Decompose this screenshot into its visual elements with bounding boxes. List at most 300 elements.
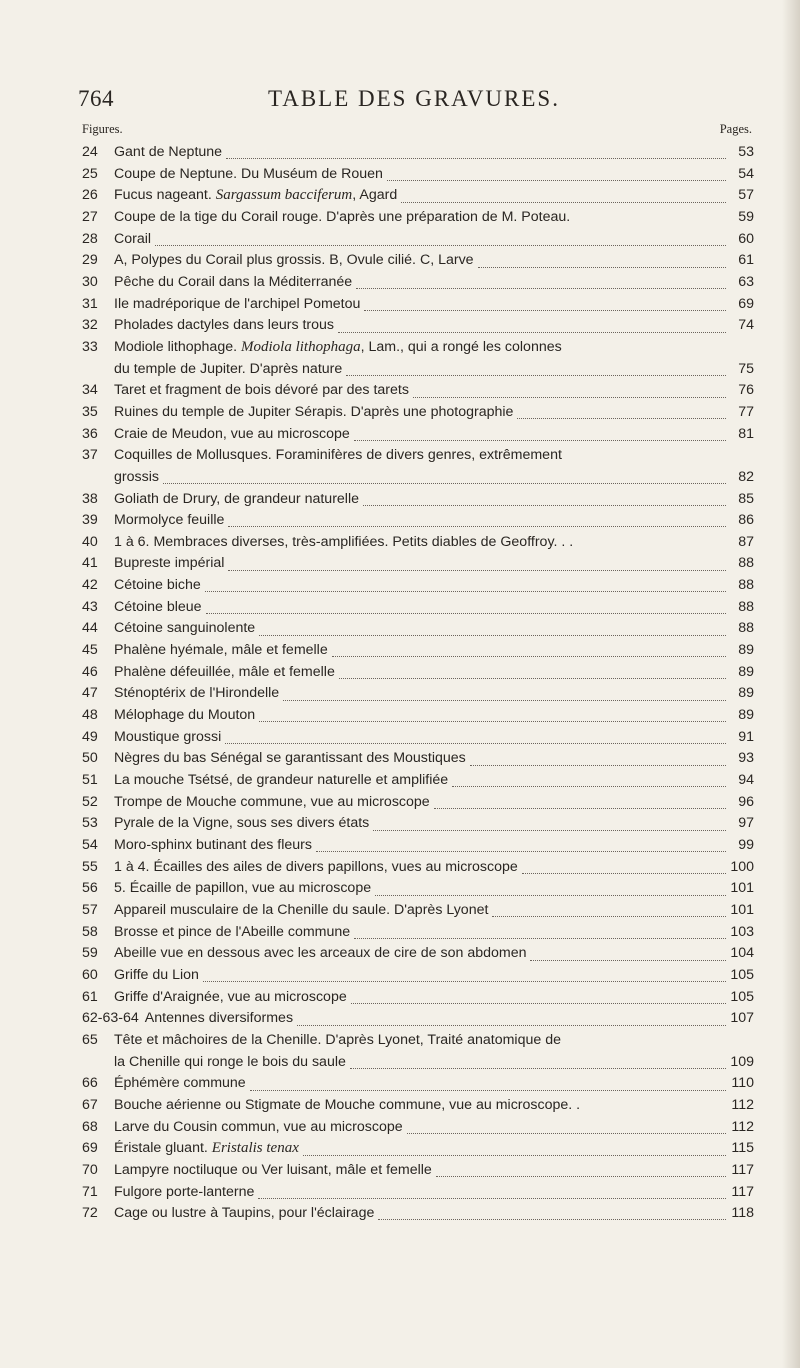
entry-line-continued xyxy=(82,467,754,489)
figure-number: 38 xyxy=(82,490,98,507)
figure-title xyxy=(114,445,754,467)
page-reference: 57 xyxy=(738,187,754,204)
figure-entry xyxy=(82,185,754,207)
dot-leader xyxy=(258,1198,726,1199)
dot-leader xyxy=(530,960,726,961)
figure-number: 24 xyxy=(82,144,98,160)
figure-number: 35 xyxy=(82,403,98,420)
page-reference: 96 xyxy=(738,793,754,810)
figure-title-part: Nègres du bas Sénégal se garantissant des Moustiques xyxy=(114,750,466,767)
figure-entry xyxy=(82,683,754,705)
figure-number: 44 xyxy=(82,620,98,637)
figure-entry xyxy=(82,748,754,770)
dot-leader xyxy=(351,1003,726,1004)
figure-title-part: Coupe de la tige du Corail rouge. D'après une préparation de M. Poteau. xyxy=(114,208,571,225)
page-reference: 74 xyxy=(738,317,754,334)
dot-leader xyxy=(259,721,726,722)
figure-entry xyxy=(82,315,754,337)
figure-entry xyxy=(82,922,754,944)
figure-title xyxy=(114,337,754,359)
figure-number: 62-63-64 xyxy=(82,1010,139,1027)
page-reference: 85 xyxy=(738,490,754,507)
figure-title-part: Sténoptérix de l'Hirondelle xyxy=(114,685,280,702)
figure-title-part: Phalène défeuillée, mâle et femelle xyxy=(114,663,335,680)
page-reference: 112 xyxy=(731,1096,754,1113)
figure-entry xyxy=(82,489,754,511)
figure-title xyxy=(114,1095,580,1117)
figure-entry xyxy=(82,424,754,446)
dot-leader xyxy=(250,1090,726,1091)
figure-number: 54 xyxy=(82,837,98,853)
figure-title-part: Mélophage du Mouton xyxy=(114,707,256,724)
dot-leader xyxy=(259,635,726,636)
figure-entry xyxy=(82,1030,754,1073)
figure-title xyxy=(114,770,448,792)
page-reference: 89 xyxy=(738,707,754,724)
entry-line xyxy=(82,337,754,359)
dot-leader xyxy=(375,895,726,896)
dot-leader xyxy=(339,678,726,679)
figure-number: 67 xyxy=(82,1096,98,1113)
column-headers xyxy=(82,122,752,140)
figure-title-part: Pholades dactyles dans leurs trous xyxy=(114,317,335,334)
dot-leader xyxy=(316,851,726,852)
figure-number: 48 xyxy=(82,707,98,724)
figure-title xyxy=(114,835,312,857)
figure-number: 55 xyxy=(82,858,98,875)
page-reference: 69 xyxy=(738,295,754,312)
figure-title-part: Mormolyce feuille xyxy=(114,512,225,529)
figure-title xyxy=(114,510,224,532)
figure-title xyxy=(114,618,255,640)
figure-title-part: Moro-sphinx butinant des fleurs xyxy=(114,837,312,853)
figure-number: 29 xyxy=(82,252,98,269)
figure-number: 47 xyxy=(82,685,98,702)
figure-title-part: Cétoine bleue xyxy=(114,598,202,615)
figure-number: 45 xyxy=(82,642,98,659)
figure-number: 52 xyxy=(82,793,98,810)
dot-leader xyxy=(434,808,726,809)
dot-leader xyxy=(413,397,726,398)
figure-entry xyxy=(82,142,754,164)
figure-title-part: Cage ou lustre à Taupins, pour l'éclairage xyxy=(114,1205,375,1222)
figure-entry xyxy=(82,640,754,662)
figure-title xyxy=(145,1008,293,1030)
figure-title-part: Gant de Neptune xyxy=(114,144,223,160)
figure-title xyxy=(114,402,513,424)
figure-title xyxy=(114,380,409,402)
page-reference: 118 xyxy=(731,1205,754,1222)
figure-list xyxy=(82,142,754,1225)
figure-entry xyxy=(82,380,754,402)
dot-leader xyxy=(401,202,726,203)
figure-entry xyxy=(82,878,754,900)
figure-entry xyxy=(82,618,754,640)
figure-number: 69 xyxy=(82,1140,98,1157)
figure-title xyxy=(114,727,221,749)
figure-title-part: Ruines du temple de Jupiter Sérapis. D'après une photographie xyxy=(114,403,514,420)
dot-leader xyxy=(436,1176,726,1177)
figure-number: 70 xyxy=(82,1161,98,1178)
page-reference: 109 xyxy=(730,1053,754,1070)
figure-title-part: , Agard xyxy=(352,187,398,204)
figure-entry xyxy=(82,857,754,879)
figure-entry xyxy=(82,900,754,922)
figure-number: 53 xyxy=(82,815,98,832)
figure-entry xyxy=(82,597,754,619)
figure-number: 27 xyxy=(82,208,98,225)
page-reference: 63 xyxy=(738,273,754,290)
dot-leader xyxy=(470,765,726,766)
figure-title xyxy=(114,943,526,965)
figure-entry xyxy=(82,727,754,749)
figure-number: 39 xyxy=(82,512,98,529)
dot-leader xyxy=(522,873,726,874)
figure-title-part: Pyrale de la Vigne, sous ses divers états xyxy=(114,815,370,832)
figure-title xyxy=(114,1117,403,1139)
page-reference: 117 xyxy=(731,1161,754,1178)
dot-leader xyxy=(378,1219,726,1220)
page-reference: 82 xyxy=(738,468,754,485)
figure-entry xyxy=(82,510,754,532)
page-reference: 115 xyxy=(731,1140,754,1157)
dot-leader xyxy=(354,440,726,441)
figure-title xyxy=(114,597,202,619)
page-reference: 112 xyxy=(731,1118,754,1135)
figure-title xyxy=(114,250,474,272)
dot-leader xyxy=(346,375,726,376)
figure-entry xyxy=(82,705,754,727)
figure-title xyxy=(114,315,334,337)
figure-entry xyxy=(82,770,754,792)
page-reference: 97 xyxy=(738,815,754,832)
page-reference: 61 xyxy=(738,252,754,269)
figure-entry xyxy=(82,835,754,857)
figure-entry xyxy=(82,1182,754,1204)
dot-leader xyxy=(364,310,726,311)
figure-title xyxy=(114,424,350,446)
page-reference: 107 xyxy=(730,1010,754,1027)
figure-number: 31 xyxy=(82,295,98,312)
figure-number: 56 xyxy=(82,880,98,897)
figure-title xyxy=(114,662,335,684)
figure-entry xyxy=(82,294,754,316)
figure-entry xyxy=(82,1073,754,1095)
page-reference: 117 xyxy=(731,1183,754,1200)
page-reference: 91 xyxy=(738,728,754,745)
figure-title-part: Trompe de Mouche commune, vue au microscope xyxy=(114,793,430,810)
page-edge-shadow xyxy=(782,0,800,1368)
figure-number: 36 xyxy=(82,425,98,442)
figure-title xyxy=(114,294,360,316)
figure-number: 71 xyxy=(82,1183,98,1200)
dot-leader xyxy=(350,1068,726,1069)
dot-leader xyxy=(283,700,726,701)
figure-title xyxy=(114,1203,374,1225)
page-reference: 53 xyxy=(738,144,754,160)
page-reference: 101 xyxy=(730,901,754,918)
figure-title-part: Cétoine biche xyxy=(114,577,201,594)
dot-leader xyxy=(155,245,726,246)
figure-title-part: Coupe de Neptune. Du Muséum de Rouen xyxy=(114,165,383,182)
page-number: 764 xyxy=(78,86,114,111)
figure-title-part: Fulgore porte-lanterne xyxy=(114,1183,255,1200)
figure-title-part: Antennes diversiformes xyxy=(144,1010,294,1027)
figure-title-part: Abeille vue en dessous avec les arceaux de cire de son abdomen xyxy=(114,945,527,962)
dot-leader xyxy=(387,180,726,181)
figure-number: 40 xyxy=(82,533,98,550)
figure-entry xyxy=(82,1160,754,1182)
dot-leader xyxy=(163,483,726,484)
dot-leader xyxy=(517,418,726,419)
dot-leader xyxy=(363,505,726,506)
figure-title xyxy=(114,1138,299,1160)
page-reference: 101 xyxy=(730,880,754,897)
figure-title xyxy=(114,575,201,597)
figure-number: 28 xyxy=(82,230,98,247)
figure-number: 61 xyxy=(82,988,98,1005)
figure-title-part: 5. Écaille de papillon, vue au microscope xyxy=(114,880,372,897)
page-reference: 100 xyxy=(730,858,754,875)
figure-title-part: , Lam., qui a rongé les colonnes xyxy=(360,338,562,355)
figure-title-part: Éphémère commune xyxy=(114,1075,246,1092)
figure-title xyxy=(114,272,352,294)
dot-leader xyxy=(303,1155,726,1156)
page-reference: 89 xyxy=(738,642,754,659)
figure-title xyxy=(114,1073,246,1095)
column-header-figures: Figures. xyxy=(82,122,123,136)
page-reference: 103 xyxy=(730,923,754,940)
page-reference: 87 xyxy=(738,533,754,550)
figure-number: 32 xyxy=(82,317,98,334)
figure-number: 41 xyxy=(82,555,98,572)
figure-title-part: Modiole lithophage. xyxy=(114,338,241,355)
dot-leader xyxy=(225,743,726,744)
figure-title xyxy=(114,792,430,814)
figure-number: 42 xyxy=(82,577,98,594)
figure-title-part: Cétoine sanguinolente xyxy=(114,620,256,637)
entry-line-continued xyxy=(82,1052,754,1074)
figure-entry xyxy=(82,445,754,488)
figure-entry xyxy=(82,987,754,1009)
page-reference: 88 xyxy=(738,620,754,637)
figure-title-italic: Modiola lithophaga xyxy=(241,338,361,355)
figure-title-part: 1 à 6. Membraces diverses, très-amplifiées. Petits diables de Geoffroy. . . xyxy=(114,533,574,550)
figure-title xyxy=(114,705,255,727)
page-reference: 59 xyxy=(738,208,754,225)
dot-leader xyxy=(203,981,726,982)
entry-line xyxy=(82,445,754,467)
column-header-pages: Pages. xyxy=(719,122,752,136)
figure-entry xyxy=(82,272,754,294)
figure-title-part: 1 à 4. Écailles des ailes de divers papillons, vues au microscope xyxy=(114,858,518,875)
figure-title xyxy=(114,900,488,922)
figure-number: 43 xyxy=(82,598,98,615)
figure-title xyxy=(114,553,224,575)
figure-title-part: Corail xyxy=(114,230,152,247)
figure-title-continued: grossis xyxy=(114,468,159,485)
figure-title xyxy=(114,532,573,554)
figure-title xyxy=(114,683,279,705)
dot-leader xyxy=(492,916,726,917)
figure-title-continued: la Chenille qui ronge le bois du saule xyxy=(114,1053,346,1070)
dot-leader xyxy=(478,267,726,268)
figure-title xyxy=(114,164,383,186)
figure-title-part: Appareil musculaire de la Chenille du saule. D'après Lyonet xyxy=(114,901,489,918)
dot-leader xyxy=(356,288,726,289)
page-reference: 86 xyxy=(738,512,754,529)
page-reference: 88 xyxy=(738,598,754,615)
page-reference: 54 xyxy=(738,165,754,182)
figure-title-part: Craie de Meudon, vue au microscope xyxy=(114,425,350,442)
figure-entry xyxy=(82,662,754,684)
dot-leader xyxy=(205,591,726,592)
figure-number: 65 xyxy=(82,1031,98,1048)
figure-number: 51 xyxy=(82,772,98,789)
entry-line-continued xyxy=(82,359,754,381)
running-head xyxy=(78,86,750,116)
page-reference: 75 xyxy=(738,360,754,377)
figure-title xyxy=(114,922,350,944)
dot-leader xyxy=(332,656,726,657)
page-reference: 88 xyxy=(738,577,754,594)
figure-title-italic: Sargassum bacciferum xyxy=(215,187,353,204)
dot-leader xyxy=(407,1133,726,1134)
figure-entry xyxy=(82,1203,754,1225)
figure-entry xyxy=(82,402,754,424)
page-reference: 89 xyxy=(738,685,754,702)
figure-title xyxy=(114,878,371,900)
figure-title xyxy=(114,748,466,770)
dot-leader xyxy=(452,786,726,787)
page-reference: 99 xyxy=(738,837,754,853)
figure-title xyxy=(114,229,151,251)
figure-title-part: Bupreste impérial xyxy=(114,555,225,572)
figure-entry xyxy=(82,1117,754,1139)
figure-entry xyxy=(82,1008,754,1030)
page-reference: 60 xyxy=(738,230,754,247)
figure-title-part: Phalène hyémale, mâle et femelle xyxy=(114,642,328,659)
figure-title xyxy=(114,489,359,511)
entry-line xyxy=(82,1030,754,1052)
figure-number: 59 xyxy=(82,945,98,962)
dot-leader xyxy=(354,938,726,939)
figure-entry xyxy=(82,575,754,597)
page-reference: 105 xyxy=(730,988,754,1005)
figure-title xyxy=(114,207,570,229)
figure-title-part: Coquilles de Mollusques. Foraminifères de divers genres, extrêmement xyxy=(114,447,562,464)
figure-title xyxy=(114,1182,254,1204)
figure-number: 57 xyxy=(82,901,98,918)
figure-entry xyxy=(82,965,754,987)
dot-leader xyxy=(338,332,726,333)
figure-number: 26 xyxy=(82,187,98,204)
figure-entry xyxy=(82,207,754,229)
figure-entry xyxy=(82,250,754,272)
page-reference: 81 xyxy=(738,425,754,442)
figure-number: 25 xyxy=(82,165,98,182)
figure-title-part: Moustique grossi xyxy=(114,728,222,745)
dot-leader xyxy=(206,613,726,614)
figure-entry xyxy=(82,792,754,814)
figure-number: 58 xyxy=(82,923,98,940)
running-title: TABLE DES GRAVURES. xyxy=(268,86,560,111)
figure-title-part: Ile madréporique de l'archipel Pometou xyxy=(114,295,361,312)
figure-title-italic: Eristalis tenax xyxy=(211,1140,299,1157)
dot-leader xyxy=(228,570,726,571)
figure-number: 66 xyxy=(82,1075,98,1092)
figure-entry xyxy=(82,229,754,251)
figure-title xyxy=(114,813,369,835)
figure-title xyxy=(114,142,222,164)
figure-title-continued: du temple de Jupiter. D'après nature xyxy=(114,360,343,377)
page-reference: 110 xyxy=(731,1075,754,1092)
figure-title xyxy=(114,185,397,207)
figure-title xyxy=(114,857,518,879)
figure-title-part: La mouche Tsétsé, de grandeur naturelle et amplifiée xyxy=(114,772,449,789)
figure-title-part: Bouche aérienne ou Stigmate de Mouche commune, vue au microscope. . xyxy=(114,1096,581,1113)
figure-number: 46 xyxy=(82,663,98,680)
figure-title-part: Griffe du Lion xyxy=(114,966,199,983)
figure-number: 50 xyxy=(82,750,98,767)
figure-entry xyxy=(82,337,754,380)
page-reference: 94 xyxy=(738,772,754,789)
page-reference: 89 xyxy=(738,663,754,680)
figure-number: 37 xyxy=(82,447,98,464)
figure-title xyxy=(114,987,347,1009)
figure-title xyxy=(114,1030,754,1052)
page-reference: 88 xyxy=(738,555,754,572)
figure-title-part: Éristale gluant. xyxy=(114,1140,212,1157)
figure-title-part: Goliath de Drury, de grandeur naturelle xyxy=(114,490,360,507)
figure-number: 33 xyxy=(82,338,98,355)
figure-title xyxy=(114,1160,432,1182)
figure-entry xyxy=(82,943,754,965)
figure-entry xyxy=(82,164,754,186)
figure-entry xyxy=(82,813,754,835)
dot-leader xyxy=(226,158,726,159)
figure-title xyxy=(114,640,328,662)
page-reference: 104 xyxy=(730,945,754,962)
figure-title-part: Brosse et pince de l'Abeille commune xyxy=(114,923,351,940)
figure-title-part: Taret et fragment de bois dévoré par des tarets xyxy=(114,382,409,399)
figure-entry xyxy=(82,1095,754,1117)
figure-title-part: Griffe d'Araignée, vue au microscope xyxy=(114,988,347,1005)
page-reference: 76 xyxy=(738,382,754,399)
figure-number: 72 xyxy=(82,1205,98,1222)
figure-title-part: Tête et mâchoires de la Chenille. D'après Lyonet, Traité anatomique de xyxy=(114,1031,561,1048)
figure-entry xyxy=(82,553,754,575)
page-reference: 77 xyxy=(738,403,754,420)
figure-title-part: A, Polypes du Corail plus grossis. B, Ovule cilié. C, Larve xyxy=(114,252,474,269)
figure-number: 49 xyxy=(82,728,98,745)
figure-title-part: Larve du Cousin commun, vue au microscope xyxy=(114,1118,403,1135)
page-reference: 93 xyxy=(738,750,754,767)
dot-leader xyxy=(373,830,726,831)
figure-title xyxy=(114,965,199,987)
figure-number: 60 xyxy=(82,966,98,983)
page-reference: 105 xyxy=(730,966,754,983)
figure-entry xyxy=(82,532,754,554)
figure-title-part: Fucus nageant. xyxy=(114,187,216,204)
dot-leader xyxy=(228,526,726,527)
figure-number: 30 xyxy=(82,273,98,290)
figure-entry xyxy=(82,1138,754,1160)
figure-title-part: Lampyre noctiluque ou Ver luisant, mâle et femelle xyxy=(114,1161,432,1178)
figure-title-part: Pêche du Corail dans la Méditerranée xyxy=(114,273,353,290)
figure-number: 68 xyxy=(82,1118,98,1135)
figure-number: 34 xyxy=(82,382,98,399)
